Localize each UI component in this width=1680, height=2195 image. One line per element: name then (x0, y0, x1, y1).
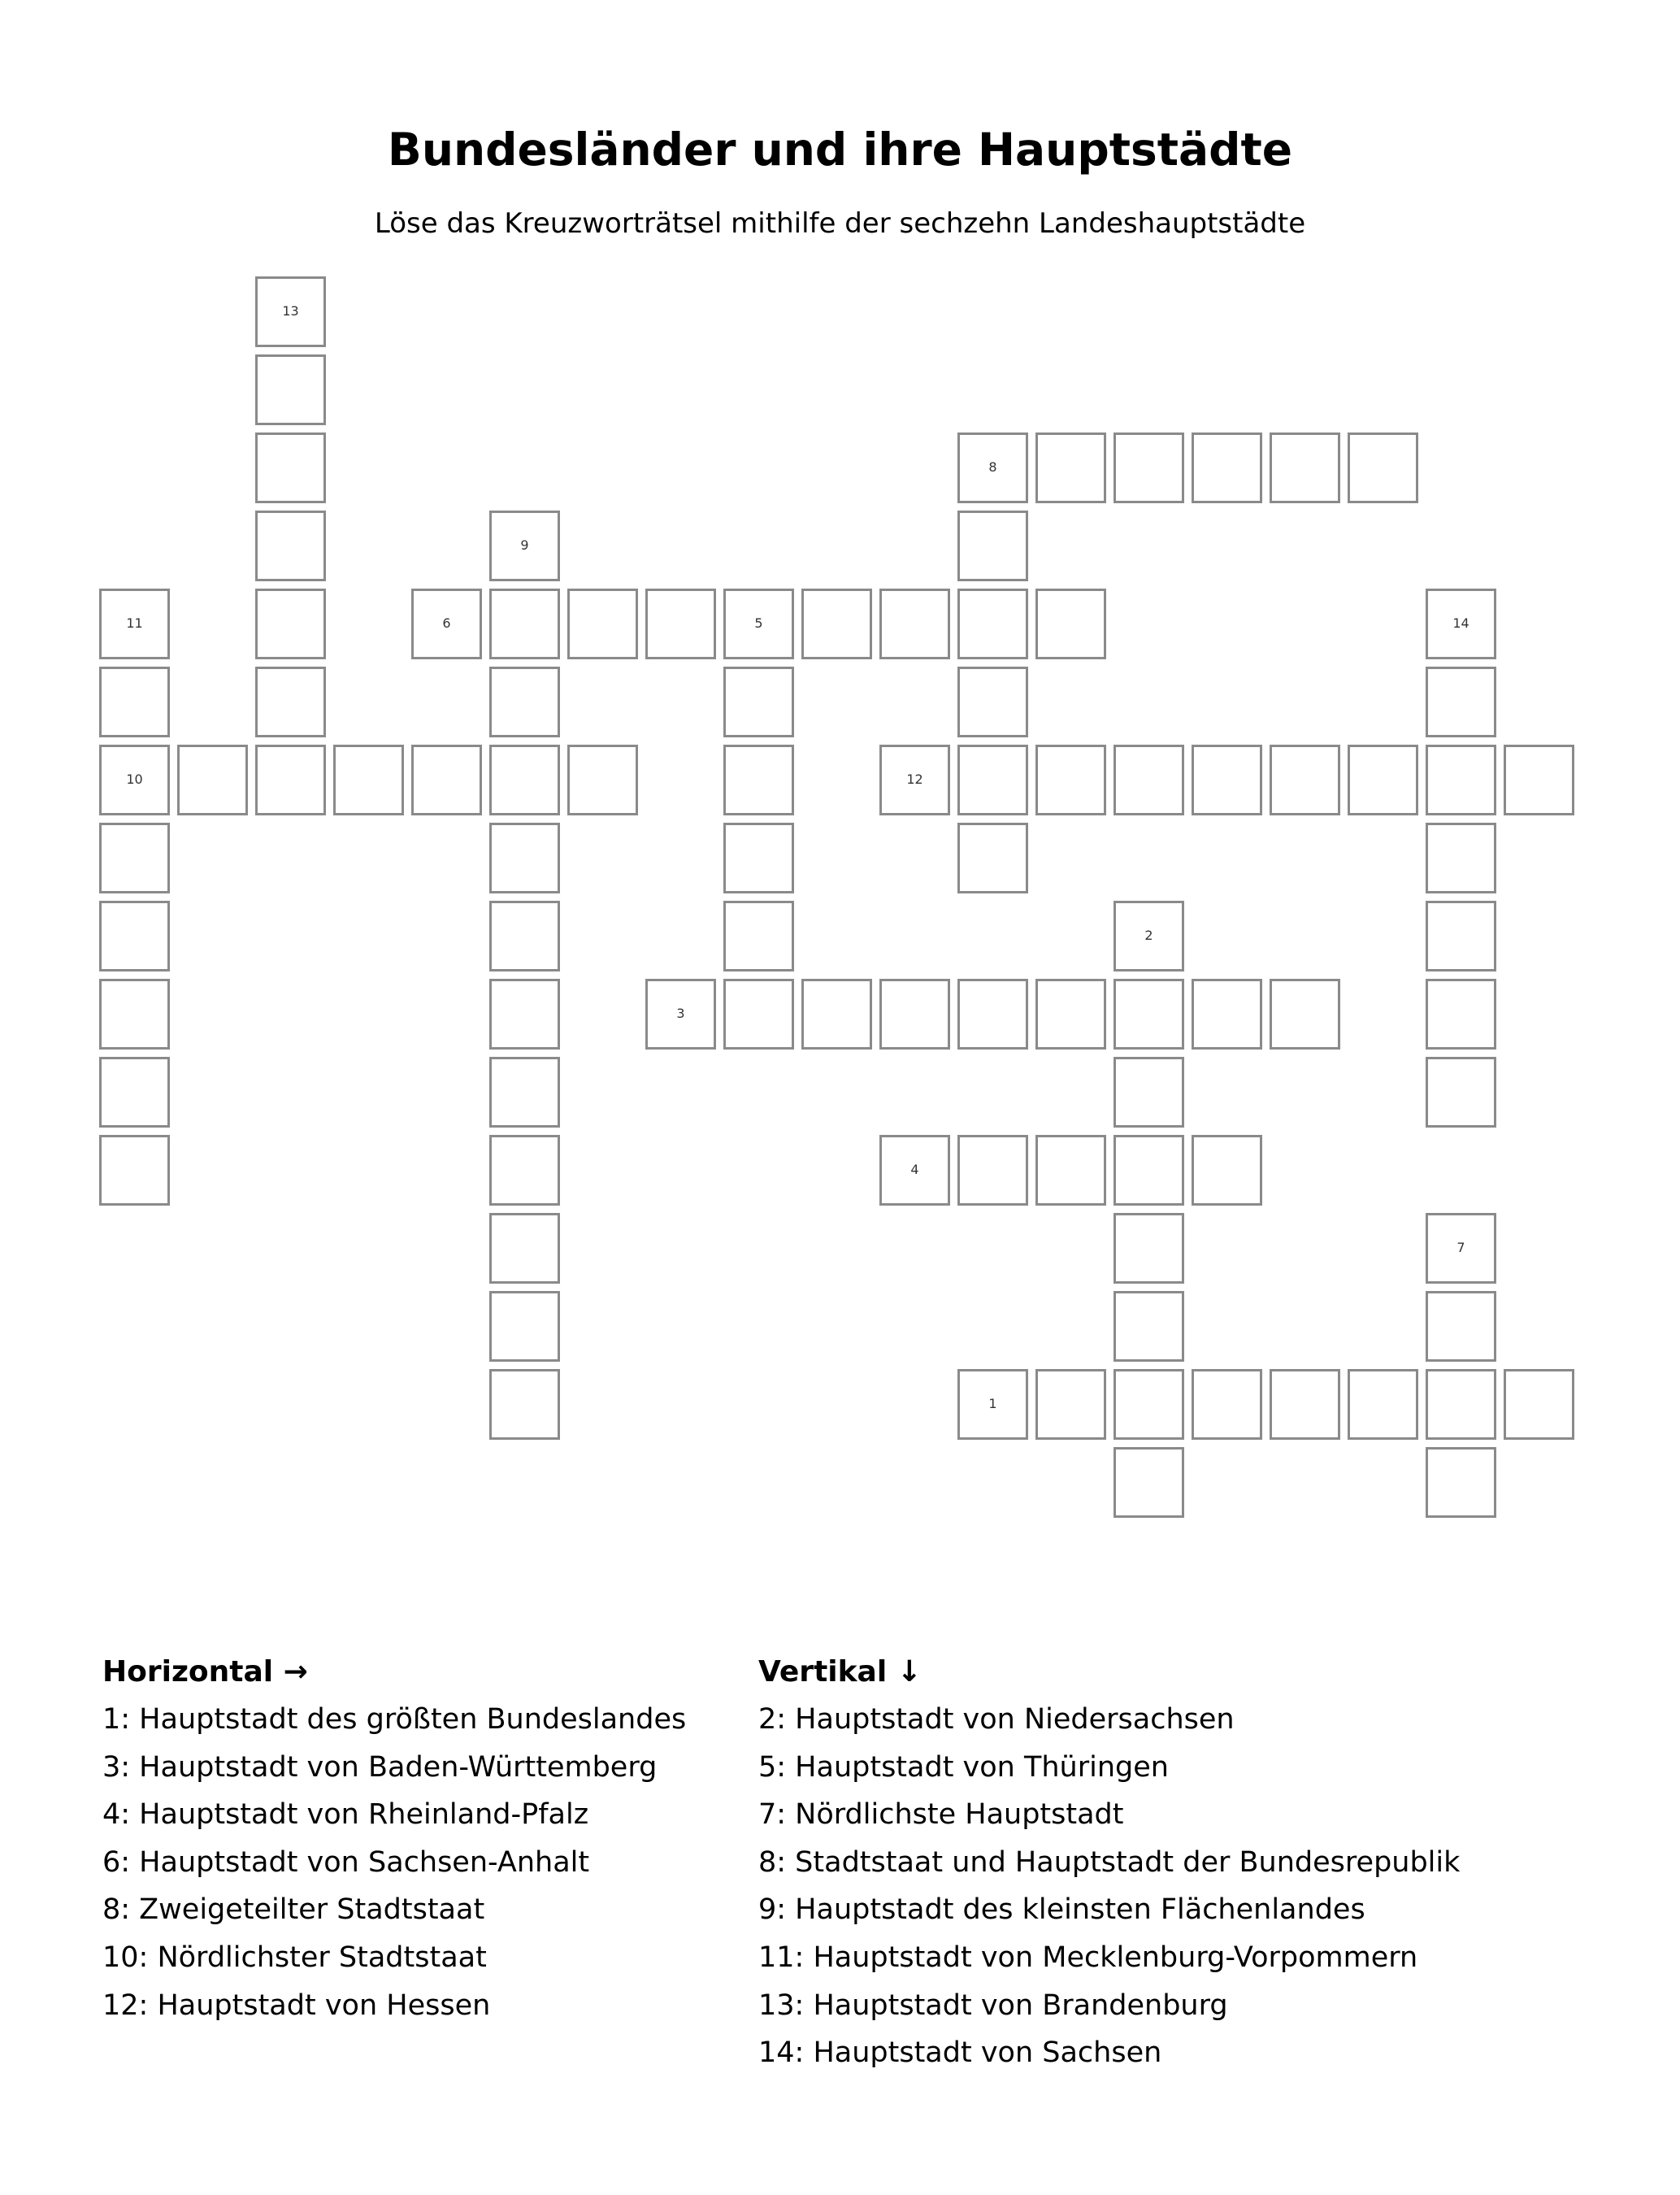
crossword-cell[interactable] (1426, 823, 1496, 893)
clues-vertical (758, 1649, 1460, 2077)
crossword-cell[interactable] (957, 745, 1028, 815)
crossword-cell[interactable] (1426, 1291, 1496, 1362)
crossword-cell[interactable] (1426, 667, 1496, 737)
clue-item: 6: Hauptstadt von Sachsen-Anhalt (102, 1845, 590, 1879)
clue-number: 4 (910, 1162, 919, 1177)
crossword-cell[interactable] (723, 823, 794, 893)
crossword-cell[interactable] (1113, 1447, 1184, 1518)
crossword-cell[interactable] (1113, 1213, 1184, 1284)
crossword-cell[interactable] (723, 589, 794, 659)
crossword-cell[interactable] (489, 589, 560, 659)
clue-number: 11 (126, 615, 143, 631)
crossword-cell[interactable] (411, 589, 482, 659)
crossword-cell[interactable] (489, 979, 560, 1050)
crossword-cell[interactable] (1113, 1057, 1184, 1128)
crossword-cell[interactable] (1426, 745, 1496, 815)
crossword-cell[interactable] (1113, 745, 1184, 815)
crossword-cell[interactable] (489, 667, 560, 737)
clues-horizontal (102, 1649, 686, 2029)
crossword-cell[interactable] (255, 354, 326, 425)
crossword-cell[interactable] (99, 589, 170, 659)
crossword-cell[interactable] (1270, 979, 1340, 1050)
crossword-cell[interactable] (567, 745, 638, 815)
crossword-cell[interactable] (99, 667, 170, 737)
clue-item: 4: Hauptstadt von Rheinland-Pfalz (102, 1798, 589, 1832)
crossword-cell[interactable] (99, 979, 170, 1050)
crossword-cell[interactable] (1192, 1369, 1262, 1440)
crossword-cell[interactable] (723, 901, 794, 971)
crossword-cell[interactable] (957, 823, 1028, 893)
crossword-cell[interactable] (801, 979, 872, 1050)
clue-item: 2: Hauptstadt von Niedersachsen (758, 1703, 1235, 1736)
crossword-cell[interactable] (1113, 1135, 1184, 1206)
clue-number: 14 (1452, 615, 1469, 631)
clue-number: 8 (988, 459, 997, 475)
crossword-cell[interactable] (957, 589, 1028, 659)
crossword-cell[interactable] (879, 589, 950, 659)
crossword-cell[interactable] (1035, 979, 1106, 1050)
crossword-cell[interactable] (723, 667, 794, 737)
crossword-cell[interactable] (99, 1135, 170, 1206)
crossword-cell[interactable] (645, 589, 716, 659)
crossword-cell[interactable] (489, 823, 560, 893)
crossword-cell[interactable] (723, 979, 794, 1050)
crossword-cell[interactable] (1348, 432, 1418, 503)
crossword-cell[interactable] (99, 1057, 170, 1128)
crossword-cell[interactable] (99, 823, 170, 893)
clue-item: 1: Hauptstadt des größten Bundeslandes (102, 1703, 687, 1736)
clue-number: 9 (520, 537, 529, 553)
clue-number: 10 (126, 772, 143, 787)
crossword-cell[interactable] (489, 901, 560, 971)
crossword-cell[interactable] (1035, 432, 1106, 503)
clues-vertical-list (758, 1696, 1460, 2077)
crossword-cell[interactable] (1192, 432, 1262, 503)
crossword-cell[interactable] (1035, 1369, 1106, 1440)
crossword-cell[interactable] (1504, 745, 1574, 815)
clue-number: 3 (676, 1006, 685, 1021)
crossword-cell[interactable] (255, 511, 326, 581)
crossword-cell[interactable] (957, 667, 1028, 737)
crossword-cell[interactable] (1113, 1369, 1184, 1440)
clue-item: 14: Hauptstadt von Sachsen (758, 2036, 1162, 2070)
crossword-cell[interactable] (489, 1369, 560, 1440)
clue-item: 5: Hauptstadt von Thüringen (758, 1750, 1169, 1784)
clue-number: 5 (754, 615, 763, 631)
crossword-cell[interactable] (957, 432, 1028, 503)
crossword-cell[interactable] (1035, 1135, 1106, 1206)
clue-item: 10: Nördlichster Stadtstaat (102, 1941, 487, 1974)
crossword-cell[interactable] (723, 745, 794, 815)
crossword-cell[interactable] (255, 276, 326, 347)
clue-number: 12 (906, 772, 923, 787)
crossword-cell[interactable] (99, 901, 170, 971)
crossword-cell[interactable] (1426, 589, 1496, 659)
crossword-cell[interactable] (411, 745, 482, 815)
crossword-cell[interactable] (957, 1369, 1028, 1440)
crossword-cell[interactable] (1113, 432, 1184, 503)
crossword-cell[interactable] (957, 979, 1028, 1050)
crossword-cell[interactable] (99, 745, 170, 815)
crossword-cell[interactable] (1035, 589, 1106, 659)
crossword-cell[interactable] (801, 589, 872, 659)
crossword-cell[interactable] (1035, 745, 1106, 815)
clue-item: 11: Hauptstadt von Mecklenburg-Vorpommern (758, 1941, 1418, 1974)
crossword-cell[interactable] (1113, 979, 1184, 1050)
page-subtitle: Löse das Kreuzworträtsel mithilfe der sechzehn Landeshauptstädte (374, 207, 1306, 240)
clue-item: 12: Hauptstadt von Hessen (102, 1989, 491, 2022)
clue-item: 13: Hauptstadt von Brandenburg (758, 1989, 1228, 2022)
crossword-cell[interactable] (1426, 1057, 1496, 1128)
crossword-cell[interactable] (1270, 745, 1340, 815)
crossword-cell[interactable] (1192, 745, 1262, 815)
crossword-cell[interactable] (567, 589, 638, 659)
crossword-cell[interactable] (879, 1135, 950, 1206)
crossword-cell[interactable] (1113, 901, 1184, 971)
clue-number: 1 (988, 1396, 997, 1411)
crossword-cell[interactable] (957, 1135, 1028, 1206)
crossword-cell[interactable] (1192, 1135, 1262, 1206)
crossword-cell[interactable] (255, 667, 326, 737)
crossword-cell[interactable] (1504, 1369, 1574, 1440)
crossword-cell[interactable] (957, 511, 1028, 581)
crossword-cell[interactable] (255, 432, 326, 503)
crossword-cell[interactable] (1192, 979, 1262, 1050)
clue-number: 13 (282, 303, 299, 319)
crossword-cell[interactable] (177, 745, 248, 815)
crossword-cell[interactable] (489, 1213, 560, 1284)
crossword-cell[interactable] (1113, 1291, 1184, 1362)
clue-item: 8: Zweigeteilter Stadtstaat (102, 1893, 485, 1927)
page-title: Bundesländer und ihre Hauptstädte (387, 124, 1293, 176)
crossword-cell[interactable] (1270, 1369, 1340, 1440)
clues-horizontal-heading: Horizontal → (102, 1655, 308, 1689)
crossword-cell[interactable] (1348, 1369, 1418, 1440)
crossword-cell[interactable] (879, 979, 950, 1050)
crossword-cell[interactable] (645, 979, 716, 1050)
clue-item: 7: Nördlichste Hauptstadt (758, 1798, 1124, 1832)
clue-item: 3: Hauptstadt von Baden-Württemberg (102, 1750, 658, 1784)
crossword-cell[interactable] (879, 745, 950, 815)
crossword-cell[interactable] (489, 1057, 560, 1128)
crossword-cell[interactable] (489, 511, 560, 581)
crossword-cell[interactable] (1426, 901, 1496, 971)
clue-number: 2 (1144, 928, 1153, 943)
crossword-cell[interactable] (255, 589, 326, 659)
crossword-cell[interactable] (489, 1135, 560, 1206)
crossword-cell[interactable] (1270, 432, 1340, 503)
clues-horizontal-list (102, 1696, 686, 2029)
crossword-cell[interactable] (1426, 979, 1496, 1050)
clue-number: 7 (1456, 1240, 1465, 1255)
crossword-cell[interactable] (1426, 1369, 1496, 1440)
crossword-cell[interactable] (1426, 1447, 1496, 1518)
crossword-cell[interactable] (489, 745, 560, 815)
crossword-cell[interactable] (255, 745, 326, 815)
crossword-cell[interactable] (489, 1291, 560, 1362)
crossword-cell[interactable] (333, 745, 404, 815)
clue-item: 9: Hauptstadt des kleinsten Flächenlandes (758, 1893, 1365, 1927)
crossword-cell[interactable] (1348, 745, 1418, 815)
crossword-cell[interactable] (1426, 1213, 1496, 1284)
clues-vertical-heading: Vertikal ↓ (758, 1655, 922, 1689)
clue-number: 6 (442, 615, 451, 631)
clue-item: 8: Stadtstaat und Hauptstadt der Bundesrepublik (758, 1845, 1461, 1879)
